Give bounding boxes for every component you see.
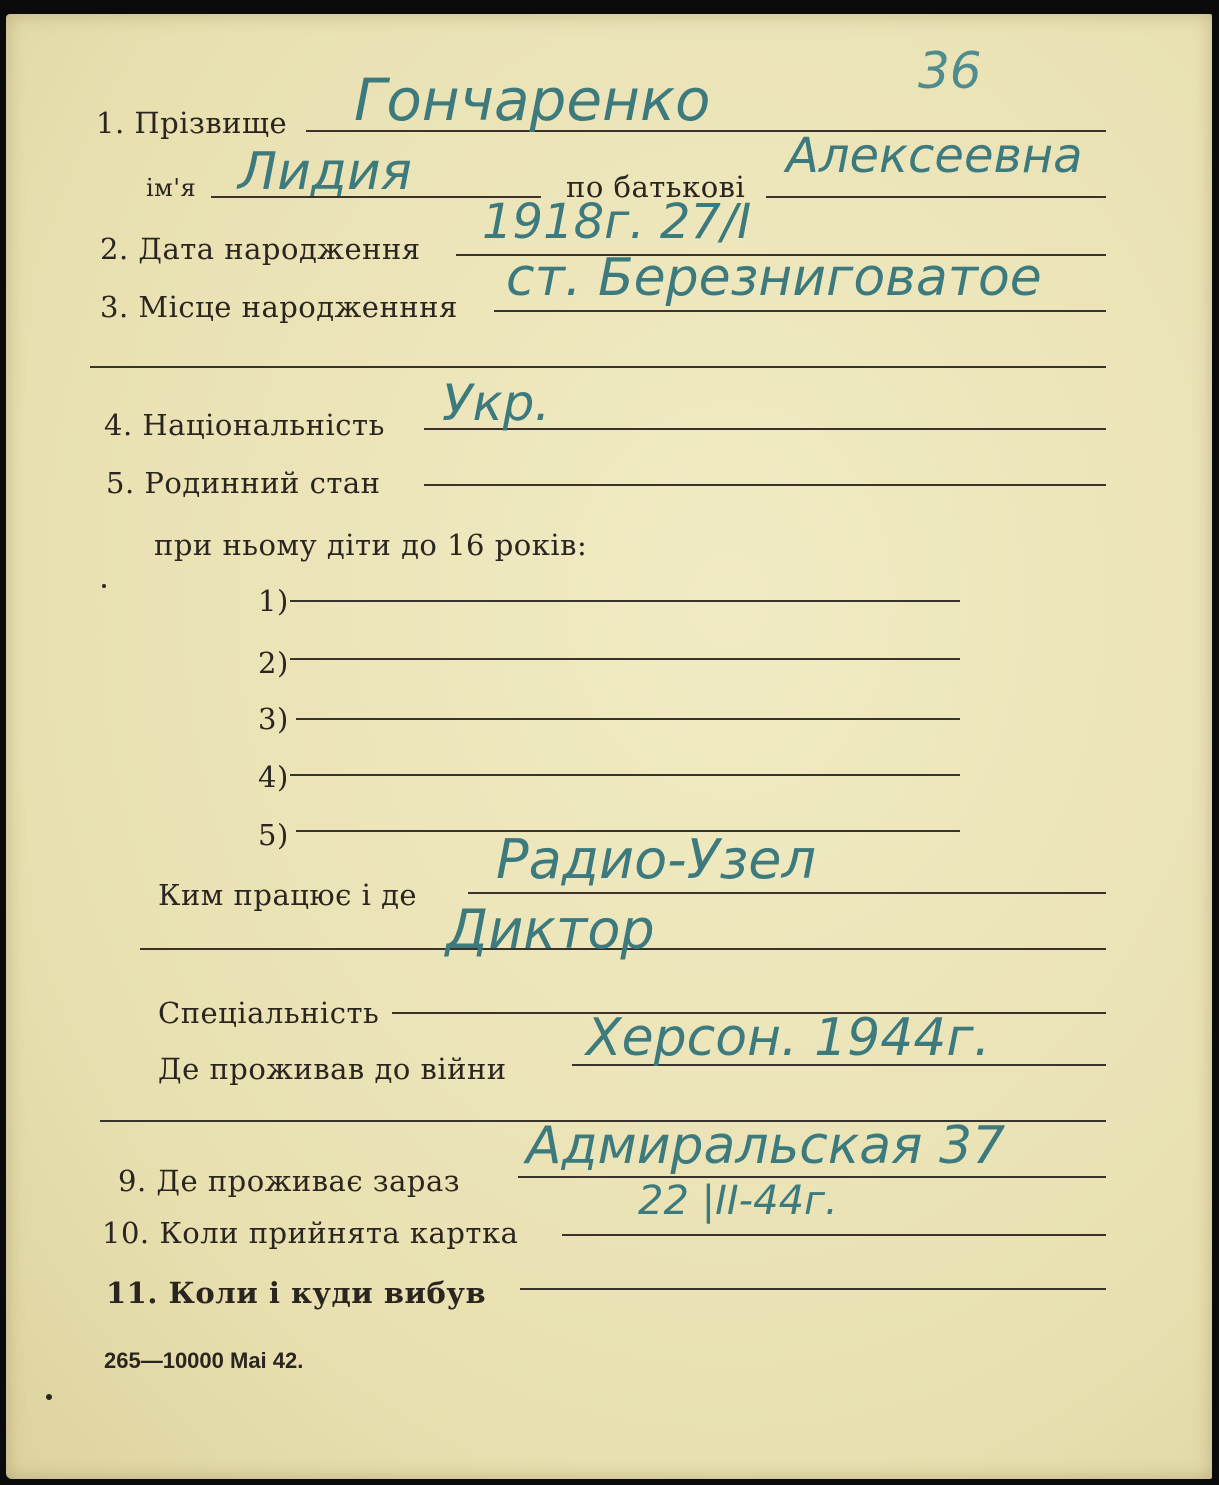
child-4-line [290,774,960,776]
card-accepted-value: 22 |II-44г. [638,1178,838,1224]
current-residence-value: Адмиральская 37 [526,1116,1006,1176]
child-1-line [290,600,960,602]
label-specialty: Спеціальність [158,996,380,1030]
workplace-value: Радио-Узел [496,828,816,891]
child-2-line [290,658,960,660]
child-3-line [296,718,960,720]
print-code: 265—10000 Mai 42. [104,1348,304,1373]
label-surname: 1. Прізвище [96,106,288,140]
marital-line [424,484,1106,486]
position-value: Диктор [446,898,655,961]
nationality-value: Укр. [442,374,551,432]
label-name: ім'я [146,174,197,202]
birth-place-line [494,310,1106,312]
label-birth-place: 3. Місце народженння [100,290,458,324]
extra-line-1 [90,366,1106,368]
child-1-label: 1) [258,584,289,618]
workplace-line [468,892,1106,894]
departure-line [520,1288,1106,1290]
label-card-accepted: 10. Коли прийнята картка [102,1216,519,1250]
speck [102,584,106,588]
child-2-label: 2) [258,646,289,680]
patronymic-line [766,196,1106,198]
name-value: Лидия [238,142,412,202]
label-children: при ньому діти до 16 років: [154,528,588,562]
label-nationality: 4. Національність [104,408,385,442]
child-4-label: 4) [258,760,289,794]
label-birth-date: 2. Дата народження [100,232,421,266]
label-departure: 11. Коли і куди вибув [106,1276,487,1310]
label-marital-status: 5. Родинний стан [106,466,381,500]
child-3-label: 3) [258,702,289,736]
label-workplace: Ким працює і де [158,878,418,912]
registration-card [6,14,1212,1479]
child-5-label: 5) [258,818,289,852]
card-accepted-line [562,1234,1106,1236]
surname-value: Гончаренко [354,66,711,134]
label-prewar-residence: Де проживав до війни [158,1052,507,1086]
speck [46,1394,52,1400]
label-patronymic: по батькові [566,170,746,204]
number-stamp: 36 [918,42,982,100]
birth-place-value: ст. Березниговатое [506,248,1042,308]
birth-date-value: 1918г. 27/I [482,194,752,250]
patronymic-value: Алексеевна [786,128,1083,184]
prewar-residence-value: Херсон. 1944г. [586,1008,991,1068]
label-current-residence: 9. Де проживає зараз [118,1164,461,1198]
